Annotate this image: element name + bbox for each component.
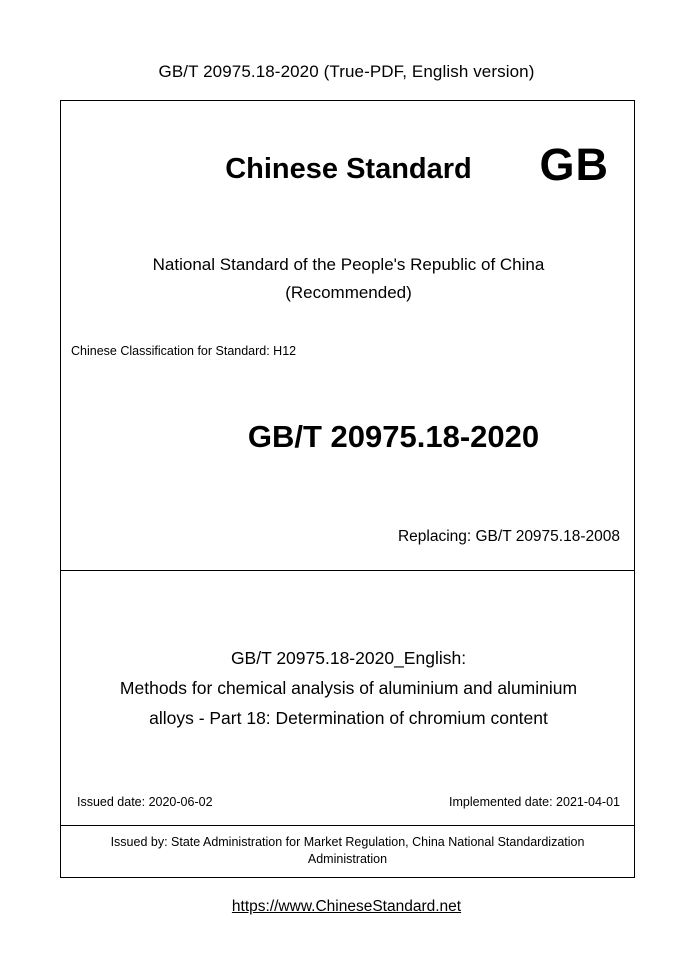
website-link[interactable]: https://www.ChineseStandard.net [231, 898, 462, 915]
page-title: GB/T 20975.18-2020 (True-PDF, English version) [158, 62, 535, 81]
replacing-note: Replacing: GB/T 20975.18-2008 [397, 528, 620, 545]
document-title-line-3: alloys - Part 18: Determination of chromium content [149, 708, 548, 728]
implemented-date: Implemented date: 2021-04-01 [449, 795, 620, 809]
cover-middle-section [61, 571, 634, 826]
national-standard-line-1: National Standard of the People's Republic of China [152, 255, 545, 274]
issued-by: Issued by: State Administration for Market Regulation, China National Standardization Administration [110, 835, 585, 866]
document-title-line-1: GB/T 20975.18-2020_English: [230, 648, 467, 668]
standard-number: GB/T 20975.18-2020 [247, 419, 540, 454]
document-title [61, 643, 636, 733]
national-standard-line-2: (Recommended) [285, 283, 412, 302]
issued-date: Issued date: 2020-06-02 [77, 795, 213, 809]
cover-frame [60, 100, 635, 878]
standard-heading: Chinese Standard [225, 153, 472, 185]
document-title-line-2: Methods for chemical analysis of aluminium and aluminium [119, 678, 578, 698]
gb-logo: GB [539, 139, 609, 190]
national-standard-line [61, 251, 636, 307]
cover-upper-section [61, 101, 634, 571]
date-row [61, 795, 636, 809]
classification-code: Chinese Classification for Standard: H12 [71, 344, 297, 358]
